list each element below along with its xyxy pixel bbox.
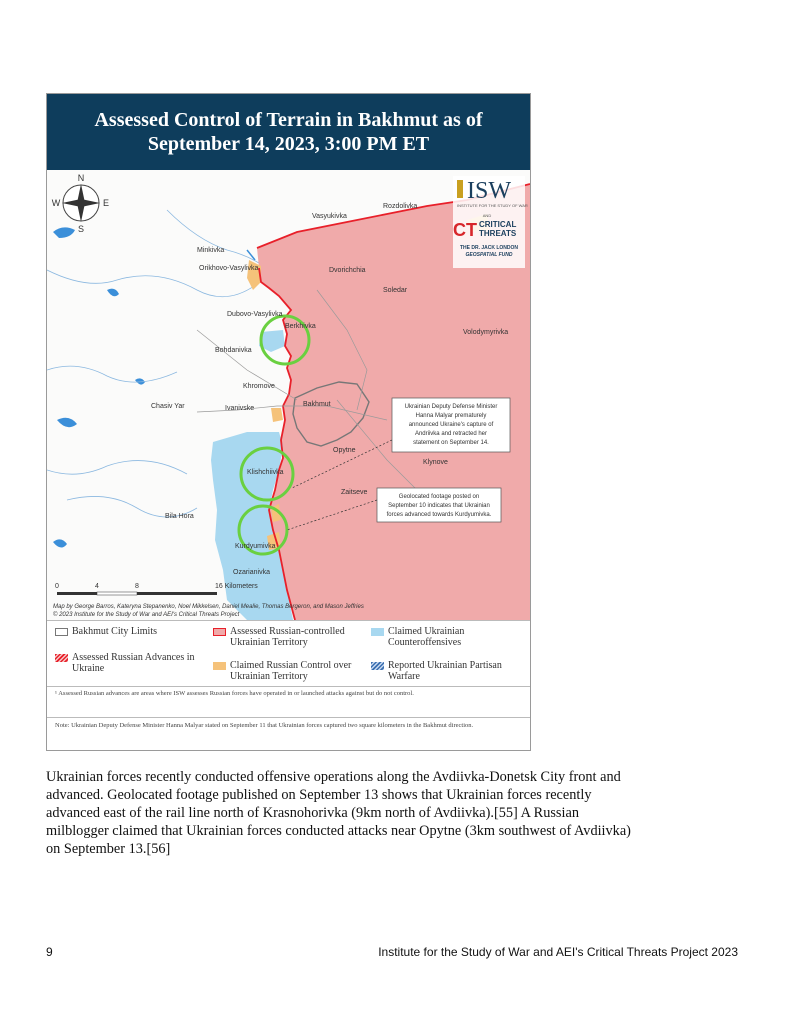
page-number: 9 <box>46 945 53 959</box>
scale-4: 4 <box>95 583 99 590</box>
svg-text:statement on September 14.: statement on September 14. <box>413 440 489 446</box>
isw-logo <box>453 176 528 268</box>
compass-s: S <box>77 224 85 234</box>
legend-ru-advances: Assessed Russian Advances in Ukraine <box>55 652 195 674</box>
place-klishchiivka: Klishchiivka <box>247 469 284 476</box>
isw-logo-text: ISW <box>467 178 511 204</box>
map-figure <box>46 93 531 751</box>
legend-partisan-swatch <box>371 662 384 670</box>
place-khromove: Khromove <box>243 383 275 390</box>
place-orikhovo: Orikhovo-Vasylivka <box>199 265 259 272</box>
place-opytne: Opytne <box>333 447 356 454</box>
legend-ru-claimed-swatch <box>213 662 226 670</box>
legend-ua-counteroffensive: Claimed Ukrainian Counteroffensives <box>371 626 464 648</box>
body-line: Ukrainian forces recently conducted offensive operations along the Avdiivka-Donetsk City front and <box>46 769 621 785</box>
place-ozarianivka: Ozarianivka <box>233 569 270 576</box>
place-ivanivske: Ivanivske <box>225 405 255 412</box>
map-legend <box>47 620 530 750</box>
fund-line1: THE DR. JACK LONDON <box>459 245 519 251</box>
legend-ua-counteroffensive-swatch <box>371 628 384 636</box>
compass-n: N <box>77 173 85 183</box>
place-bakhmut: Bakhmut <box>303 401 331 408</box>
svg-text:forces advanced towards Kurdyu: forces advanced towards Kurdyumivka. <box>386 512 492 518</box>
map-title-line1: Assessed Control of Terrain in Bakhmut as of <box>94 109 483 131</box>
legend-russian-control-swatch <box>213 628 226 636</box>
legend-footnote: ¹ Assessed Russian advances are areas where ISW assesses Russian forces have operated in or launched attacks against but do not control. <box>55 690 414 697</box>
compass-w: W <box>51 198 61 208</box>
scale-16: 16 Kilometers <box>215 583 258 590</box>
svg-text:announced Ukraine's capture of: announced Ukraine's capture of <box>408 422 494 428</box>
legend-city-limits-swatch <box>55 628 68 636</box>
legend-city-limits: Bakhmut City Limits <box>55 626 157 637</box>
svg-text:Geolocated footage posted on: Geolocated footage posted on <box>398 494 480 500</box>
place-kurdiumivka: Kurdyumivka <box>235 543 276 550</box>
place-chasiv-yar: Chasiv Yar <box>151 403 185 410</box>
map-title-line2: September 14, 2023, 3:00 PM ET <box>147 133 430 155</box>
legend-partisan: Reported Ukrainian Partisan Warfare <box>371 660 502 682</box>
isw-logo-sub: INSTITUTE FOR THE STUDY OF WAR <box>457 203 528 208</box>
place-vasyukivka: Vasyukivka <box>312 213 347 220</box>
body-paragraph <box>46 768 746 858</box>
legend-ru-claimed: Claimed Russian Control over Ukrainian Territory <box>213 660 351 682</box>
place-dvorichchia: Dvorichchia <box>329 267 366 274</box>
body-line: milblogger claimed that Ukrainian forces conducted attacks near Opytne (3km southwest of Avdiivka) <box>46 823 631 839</box>
legend-russian-control: Assessed Russian-controlled Ukrainian Territory <box>213 626 345 648</box>
legend-note: Note: Ukrainian Deputy Defense Minister Hanna Malyar stated on September 11 that Ukrainian forces captured two square kilometers in the Bakhmut direction. <box>55 722 474 729</box>
place-minkivka: Minkivka <box>197 247 225 254</box>
place-volodymyrivka: Volodymyrivka <box>463 329 509 336</box>
place-bila-hora: Bila Hora <box>165 513 194 520</box>
scale-8: 8 <box>135 583 139 590</box>
body-line: advanced east of the rail line north of Krasnohorivka (9km north of Avdiivka).[55] A Russian <box>46 805 579 821</box>
place-soledar: Soledar <box>383 287 408 294</box>
scale-0: 0 <box>55 583 59 590</box>
logo-and: AND <box>482 213 492 218</box>
svg-text:Hanna Malyar prematurely: Hanna Malyar prematurely <box>415 413 487 419</box>
map-title <box>47 94 530 170</box>
svg-text:September 10 indicates that Uk: September 10 indicates that Ukrainian <box>388 503 490 509</box>
place-klynove: Klynove <box>423 459 448 466</box>
legend-ru-advances-swatch <box>55 654 68 662</box>
map-credit-line1: Map by George Barros, Kateryna Stepanenko, Noel Mikkelsen, Daniel Mealie, Thomas Bergeron, and Mason Jeffries <box>53 604 364 610</box>
fund-line2: GEOSPATIAL FUND <box>465 252 513 258</box>
svg-text:Andriivka and retracted her: Andriivka and retracted her <box>414 431 488 437</box>
callout-andriivka <box>392 398 510 452</box>
compass-e: E <box>102 198 110 208</box>
footer-publisher: Institute for the Study of War and AEI's Critical Threats Project 2023 <box>378 945 738 959</box>
place-zaitseve: Zaitseve <box>341 489 368 496</box>
map-credit-line2: © 2023 Institute for the Study of War and AEI's Critical Threats Project <box>53 612 240 618</box>
svg-text:Ukrainian Deputy Defense Minis: Ukrainian Deputy Defense Minister <box>404 404 498 410</box>
callout-kurdiumivka <box>377 488 501 522</box>
ct-logo-line1: CRITICAL <box>479 220 517 229</box>
ct-logo-mark: CT <box>453 220 477 240</box>
place-berkhivka: Berkhivka <box>285 323 316 330</box>
place-bohdanivka: Bohdanivka <box>215 347 252 354</box>
body-line: on September 13.[56] <box>46 841 171 857</box>
ct-logo-line2: THREATS <box>479 229 517 238</box>
place-rozdolivka: Rozdolivka <box>383 203 418 210</box>
map-canvas <box>47 170 530 620</box>
place-dubovo: Dubovo-Vasylivka <box>227 311 283 318</box>
body-line: advanced. Geolocated footage published on September 13 shows that Ukrainian forces recently <box>46 787 592 803</box>
